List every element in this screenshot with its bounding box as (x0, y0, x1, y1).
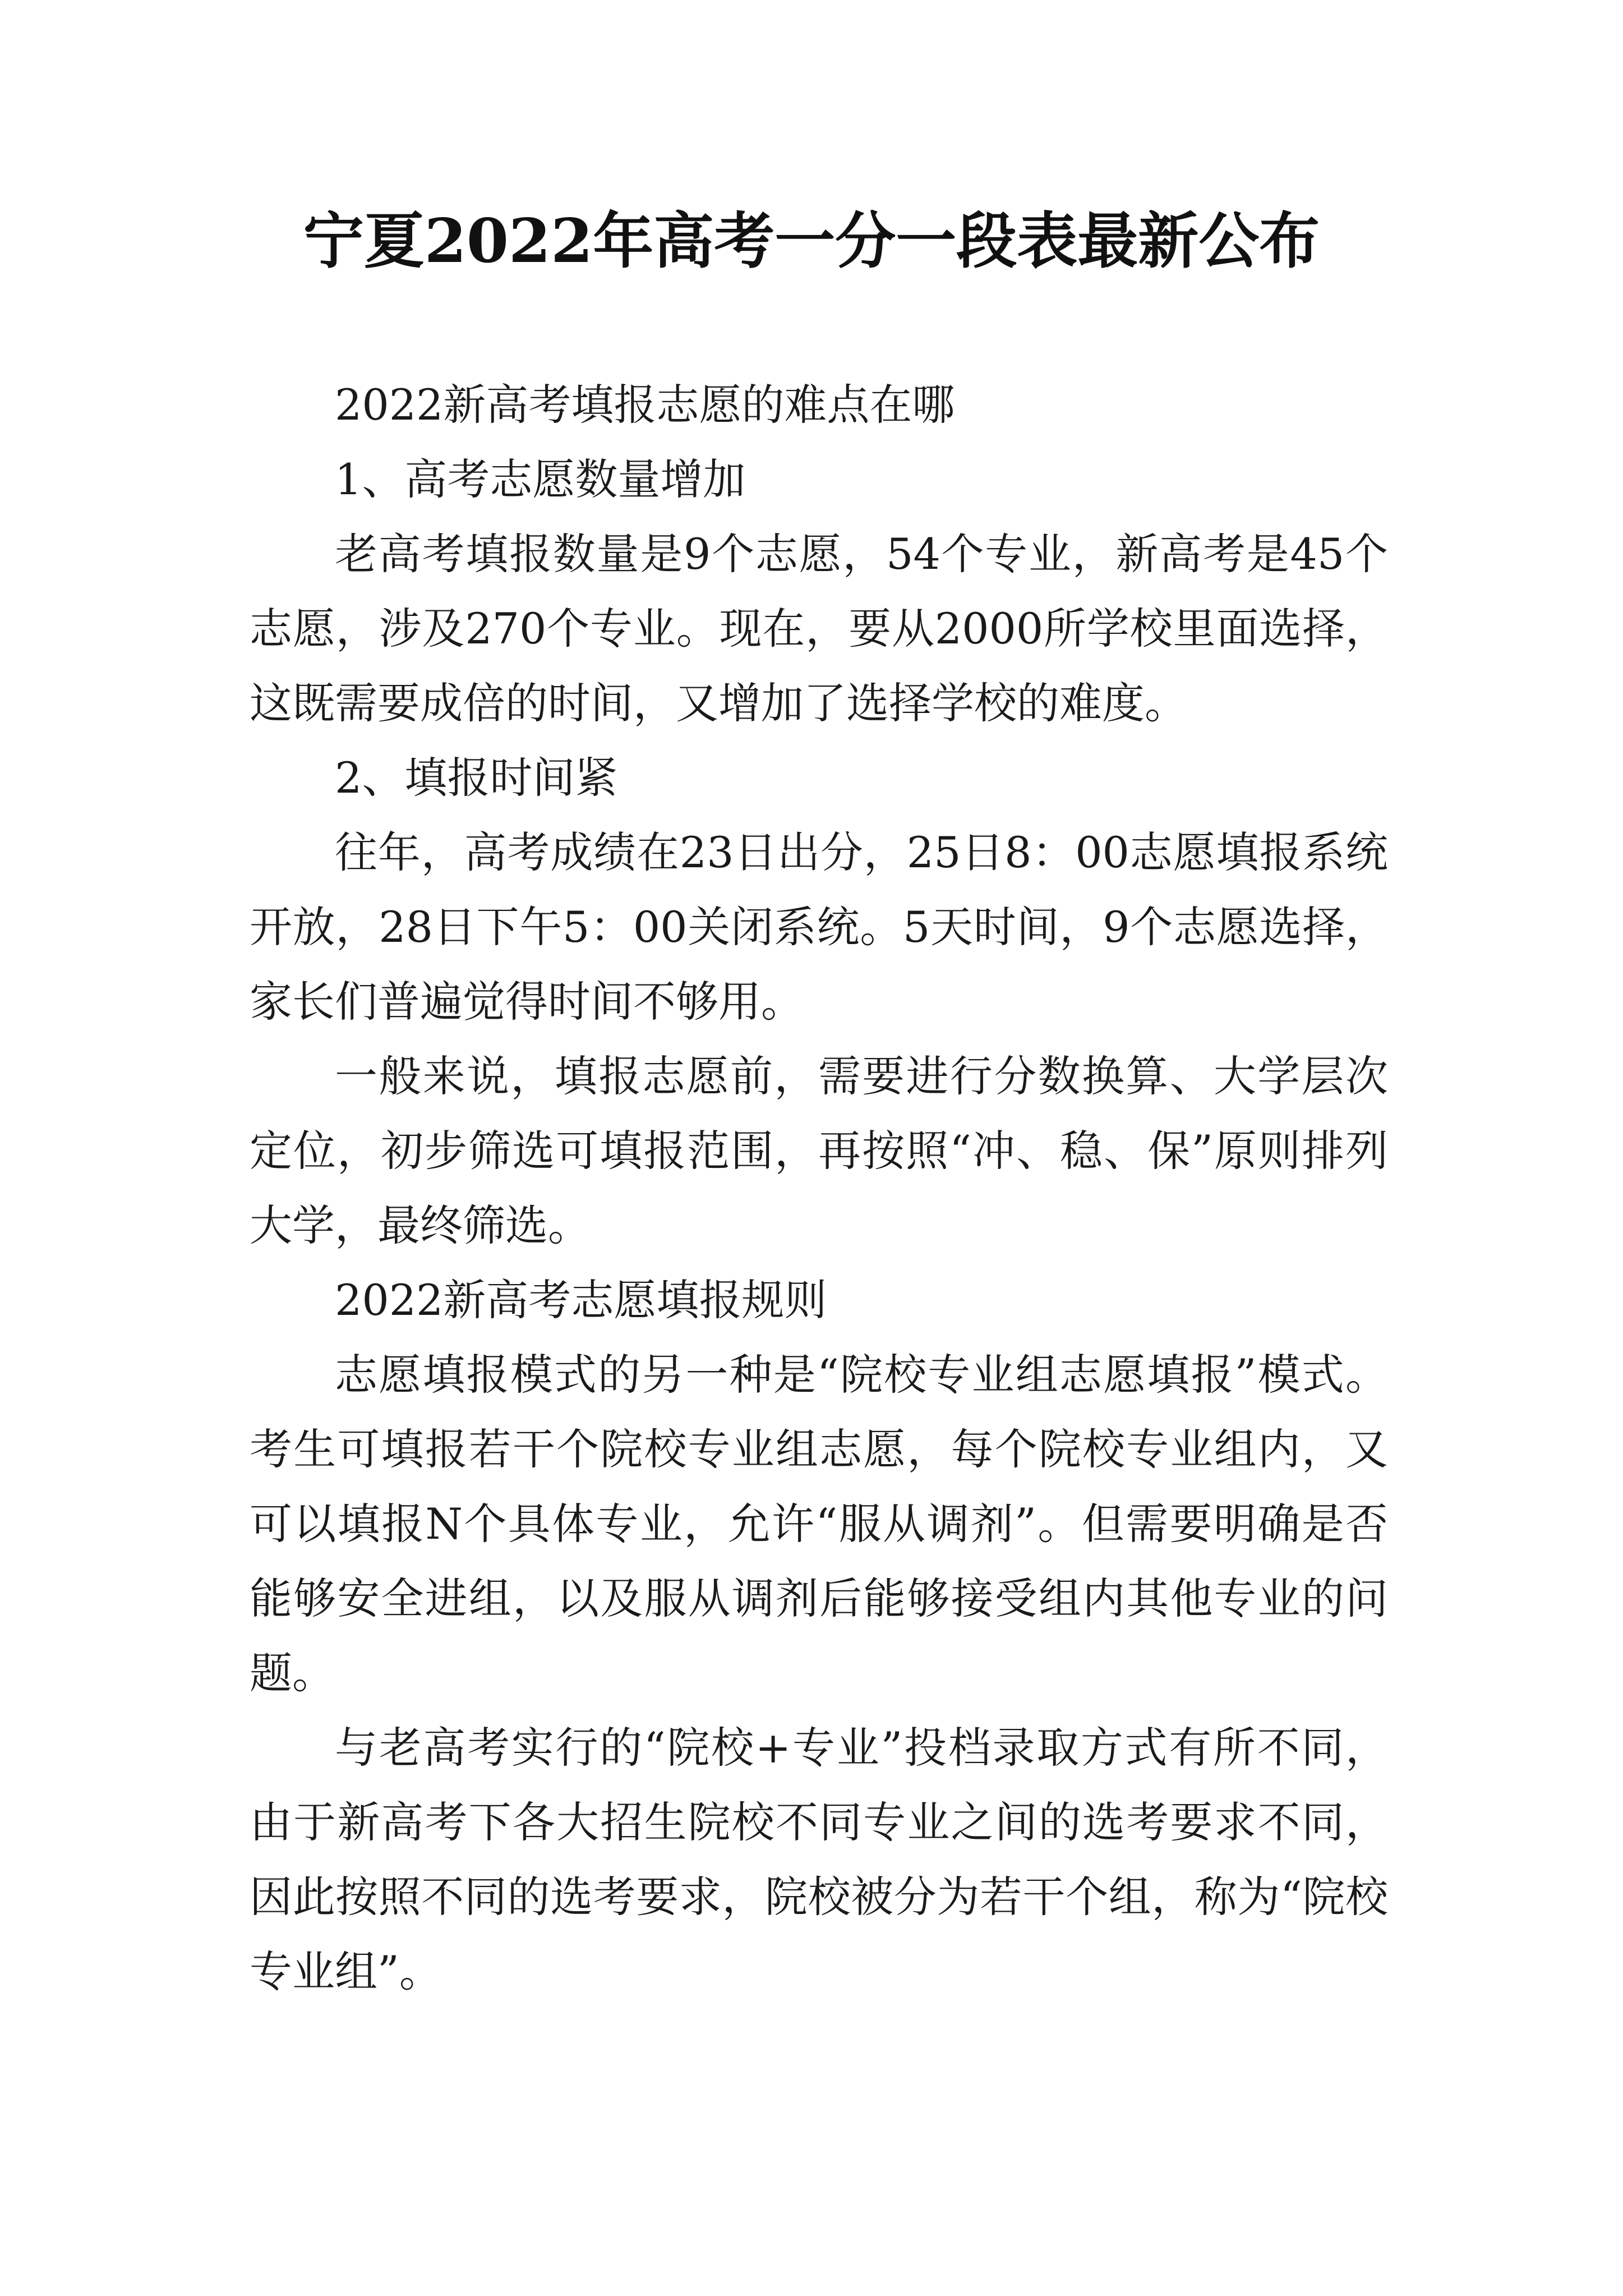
paragraph-text: 与老高考实行的“院校+专业”投档录取方式有所不同，由于新高考下各大招生院校不同专业之间的选考要求不同，因此按照不同的选考要求，院校被分为若干个组，称为“院校专业组”。 (250, 1723, 1388, 1996)
paragraph-text: 一般来说，填报志愿前，需要进行分数换算、大学层次定位，初步筛选可填报范围，再按照“冲、稳、保”原则排列大学，最终筛选。 (250, 1051, 1388, 1250)
document-body (250, 367, 1388, 2009)
paragraph-section-heading: 2022新高考填报志愿的难点在哪 (335, 380, 955, 430)
paragraph-text: 老高考填报数量是9个志愿，54个专业，新高考是45个志愿，涉及270个专业。现在，要从2000所学校里面选择，这既需要成倍的时间，又增加了选择学校的难度。 (250, 529, 1388, 728)
paragraph-subheading-1: 1、高考志愿数量增加 (335, 454, 746, 504)
paragraph-text: 往年，高考成绩在23日出分，25日8：00志愿填报系统开放，28日下午5：00关闭系统。5天时间，9个志愿选择，家长们普遍觉得时间不够用。 (250, 827, 1388, 1027)
paragraph-subheading-2: 2、填报时间紧 (335, 753, 618, 803)
paragraph-text: 志愿填报模式的另一种是“院校专业组志愿填报”模式。考生可填报若干个院校专业组志愿，每个院校专业组内，又可以填报N个具体专业，允许“服从调剂”。但需要明确是否能够安全进组，以及服从调剂后能够接受组内其他专业的问题。 (250, 1350, 1388, 1698)
paragraph-section-heading: 2022新高考志愿填报规则 (335, 1275, 827, 1325)
document-title: 宁夏2022年高考一分一段表最新公布 (303, 206, 1320, 277)
